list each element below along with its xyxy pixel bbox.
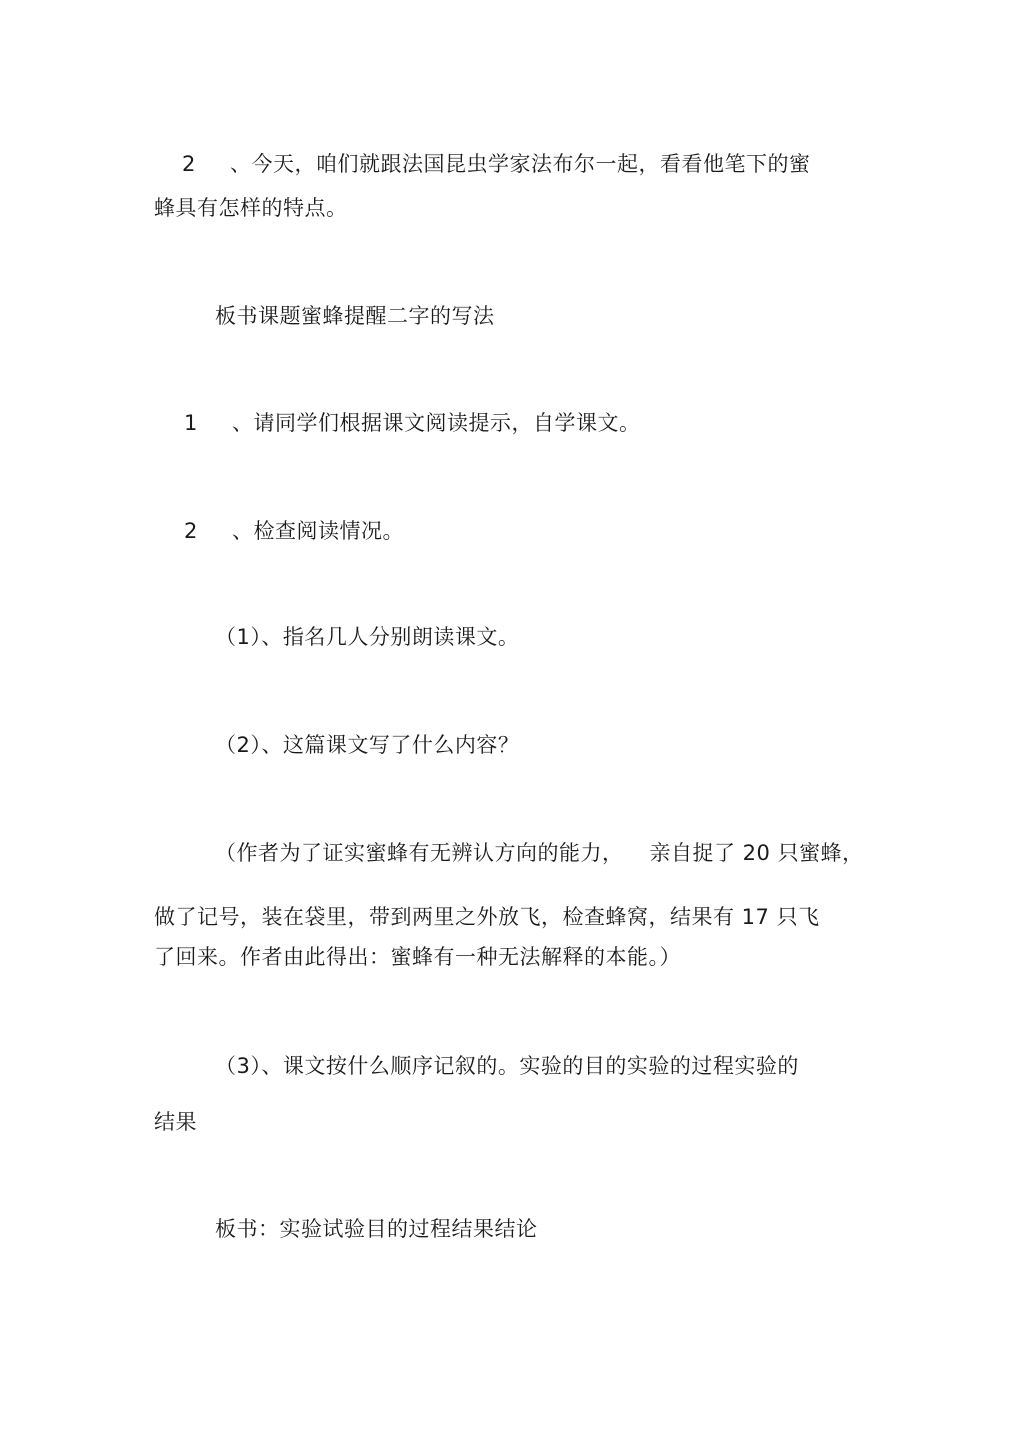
paragraph-8-line-2: 结果: [154, 1110, 197, 1134]
paragraph-7-text-b: 亲自捉了 20 只蜜蜂，: [649, 841, 864, 865]
paragraph-3-text: 、请同学们根据课文阅读提示，自学课文。: [232, 411, 641, 435]
paragraph-7-line-2: 做了记号，装在袋里，带到两里之外放飞，检查蜂窝，结果有 17 只飞: [154, 905, 820, 929]
paragraph-7-line-3: 了回来。作者由此得出：蜜蜂有一种无法解释的本能。）: [154, 945, 681, 969]
paragraph-1-line-1: [182, 149, 811, 179]
paragraph-1-number: 2: [182, 152, 196, 176]
paragraph-4-text: 、检查阅读情况。: [232, 519, 404, 543]
paragraph-4-number: 2: [184, 519, 198, 543]
paragraph-3-number: 1: [184, 411, 198, 435]
paragraph-1-text: 、今天，咱们就跟法国昆虫学家法布尔一起，看看他笔下的蜜: [230, 152, 811, 176]
paragraph-3: [184, 408, 641, 438]
paragraph-6: （2）、这篇课文写了什么内容？: [215, 733, 520, 757]
paragraph-7-line-1: [215, 838, 864, 868]
paragraph-5: （1）、指名几人分别朗读课文。: [215, 625, 520, 649]
paragraph-4: [184, 516, 404, 546]
paragraph-1-line-2: 蜂具有怎样的特点。: [154, 196, 348, 220]
paragraph-7-text-a: （作者为了证实蜜蜂有无辨认方向的能力，: [215, 841, 624, 865]
paragraph-8-line-1: （3）、课文按什么顺序记叙的。实验的目的实验的过程实验的: [215, 1054, 799, 1078]
paragraph-2: 板书课题蜜蜂提醒二字的写法: [215, 304, 495, 328]
paragraph-9: 板书：实验试验目的过程结果结论: [215, 1217, 538, 1241]
